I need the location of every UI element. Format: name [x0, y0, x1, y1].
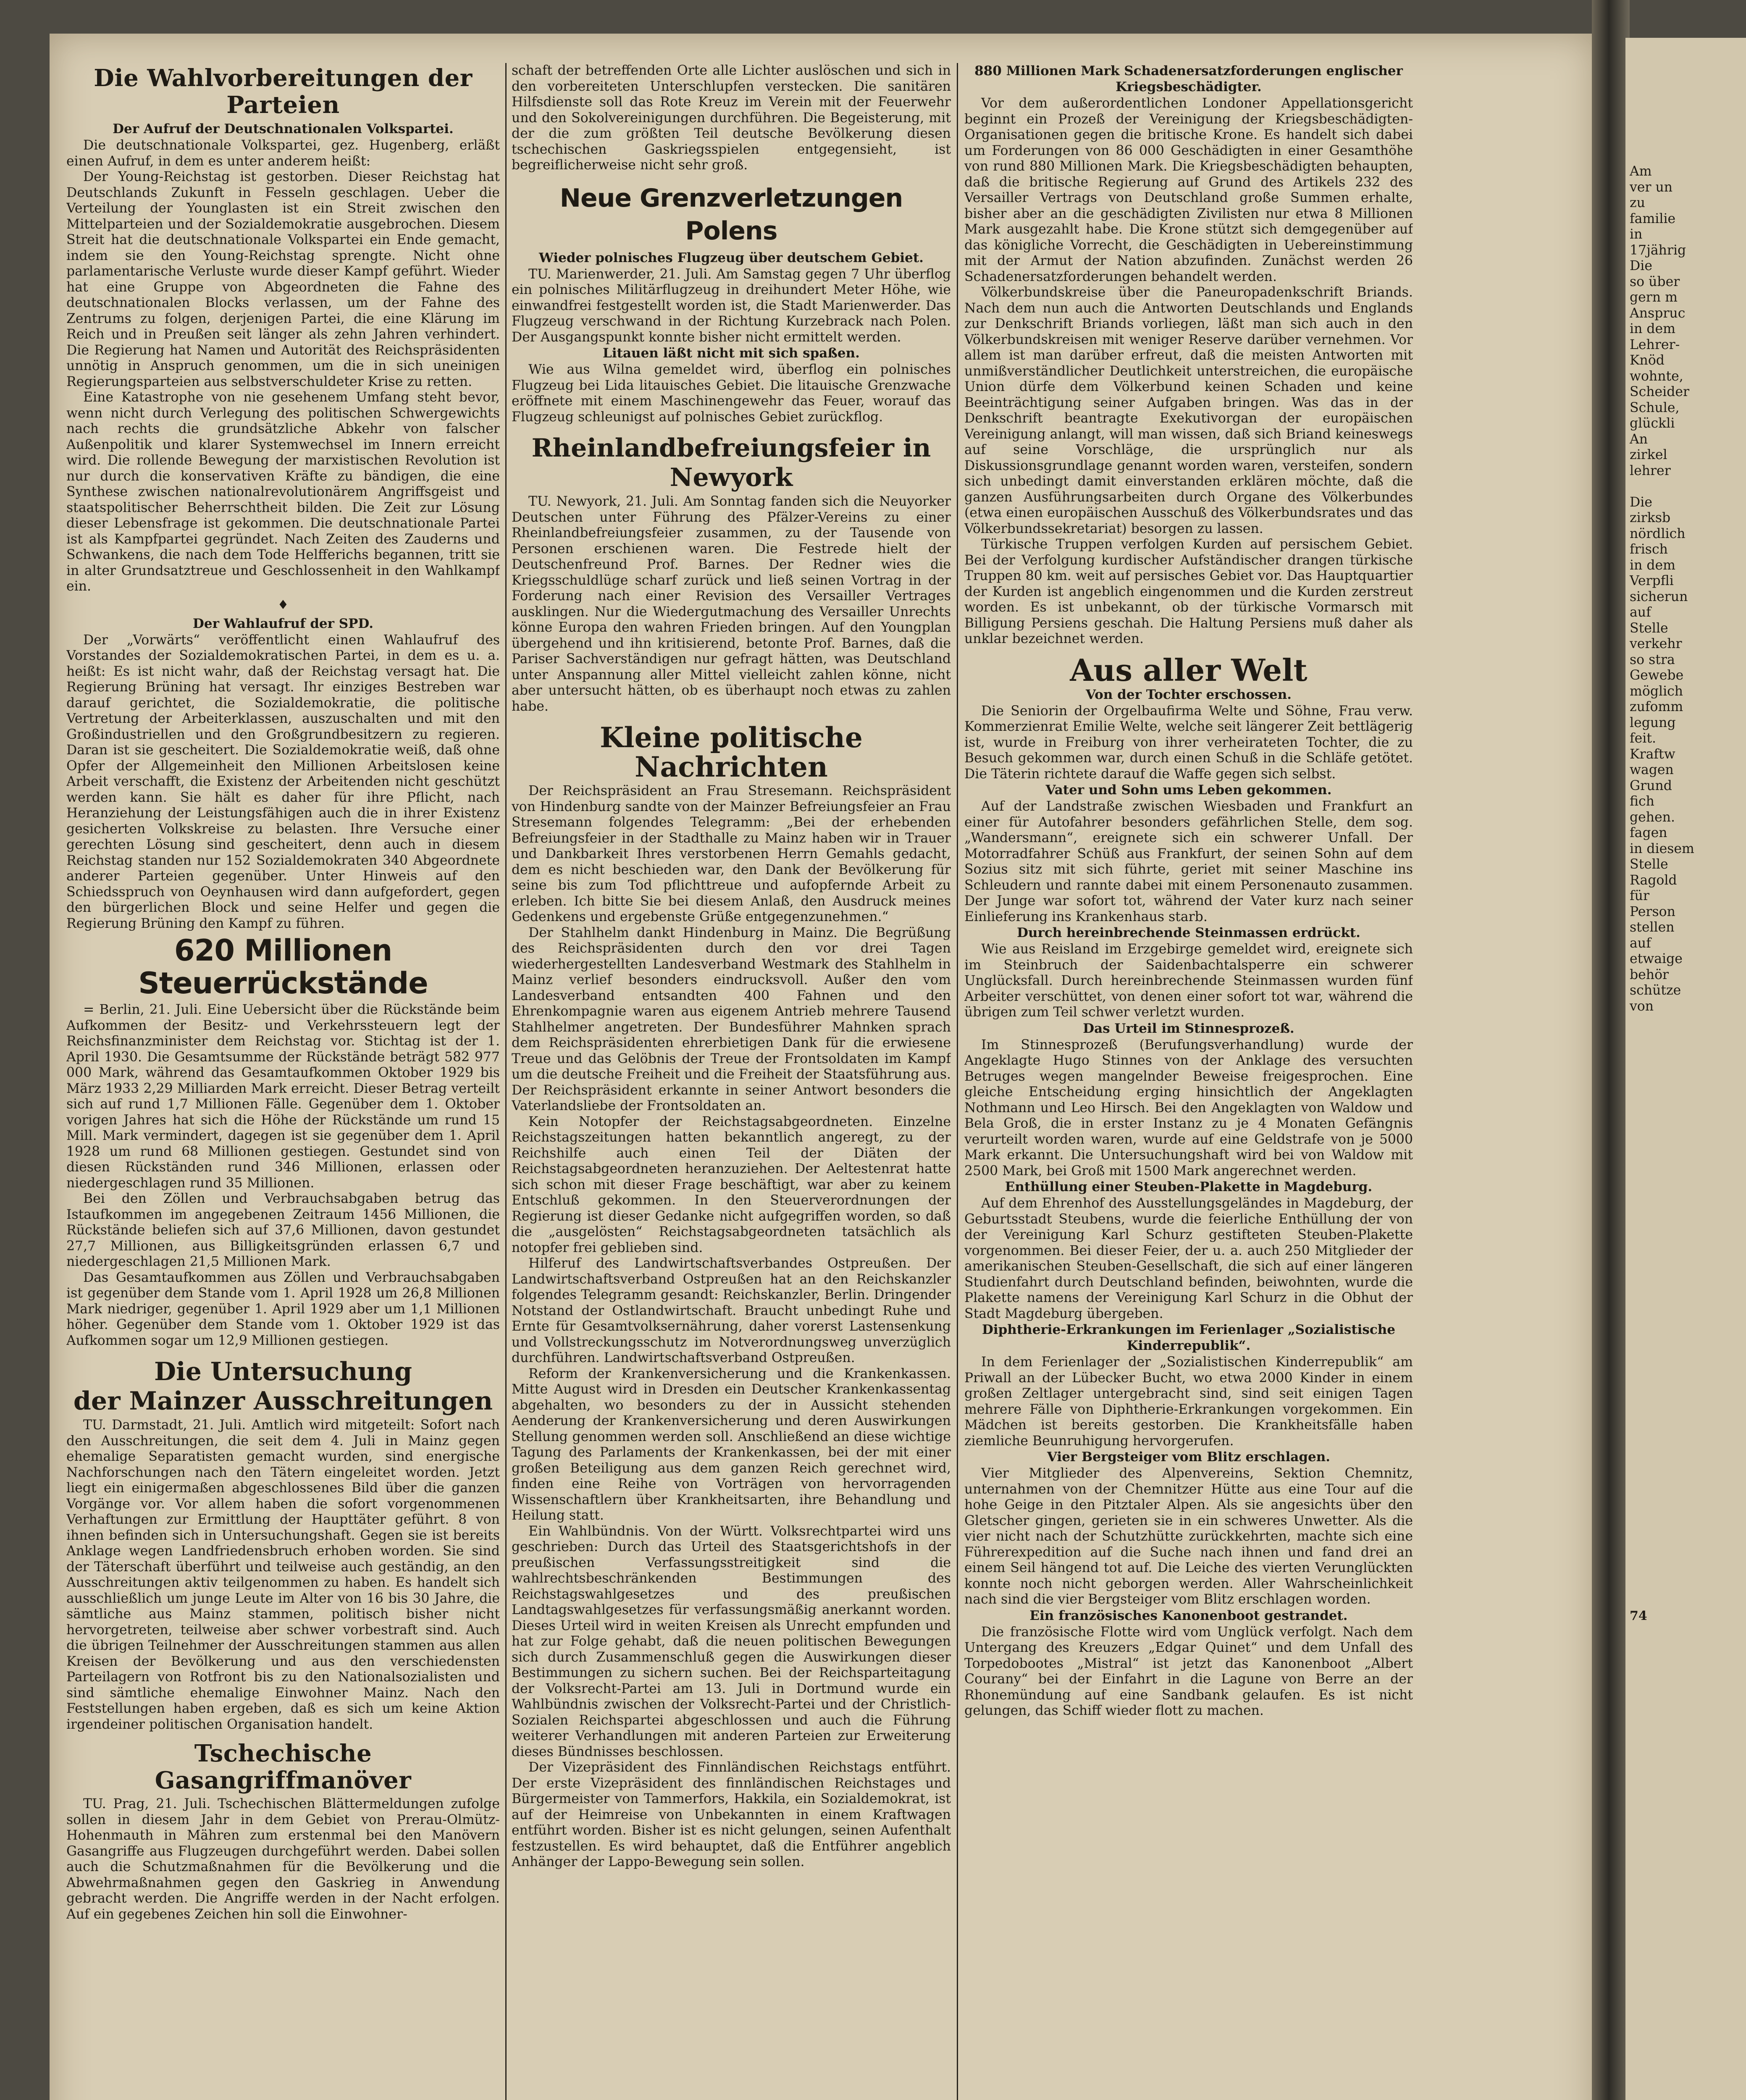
- headline-steuerrueckstaende: 620 Millionen Steuerrückstände: [138, 933, 428, 1000]
- paragraph: TU. Prag, 21. Juli. Tschechischen Blättermeldungen zufolge sollen in diesem Jahr in dem Gebiet von Prerau-Olmütz-Hohenmauth in Mähren zum erstenmal bei den Manövern Gasangriffe aus Flugzeugen durchgeführt werden. Dabei sollen auch die Schutzmaßnahmen für die Bevölkerung und die Abwehrmaßnahmen gegen den Gaskrieg in Anwendung gebracht werden. Die Angriffe werden in der Nacht erfolgen. Auf ein gegebenes Zeichen hin soll die Einwohner-: [66, 1796, 500, 1922]
- paragraph: Wie aus Wilna gemeldet wird, überflog ein polnisches Flugzeug bei Lida litauisches Gebiet. Die litauische Grenzwache eröffnete mit einem Maschinengewehr das Feuer, worauf das Flugzeug schleunigst auf polnisches Gebiet zurückflog.: [512, 362, 951, 425]
- headline-kleine-politische-nachrichten: Kleine politische Nachrichten: [600, 721, 863, 783]
- headline-rheinlandbefreiungsfeier: Rheinlandbefreiungsfeier in Newyork: [531, 433, 931, 492]
- headline-wahlvorbereitungen: Die Wahlvorbereitungen der Parteien: [94, 64, 473, 119]
- paragraph: TU. Marienwerder, 21. Juli. Am Samstag gegen 7 Uhr überflog ein polnisches Militärflugzeug in dreihundert Meter Höhe, wie einwandfrei festgestellt worden ist, die Stadt Marienwerder. Das Flugzeug verschwand in der Richtung Kurzebrack nach Polen. Der Ausgangspunkt konnte bisher nicht ermittelt werden.: [512, 266, 951, 345]
- paragraph: Vier Mitglieder des Alpenvereins, Sektion Chemnitz, unternahmen von der Chemnitzer Hütte aus eine Tour auf die hohe Geige in den Pitztaler Alpen. Als sie angesichts über den Gletscher gingen, gerieten sie in ein schweres Unwetter. Als die vier nicht nach der Schutzhütte zurückkehrten, machte sich eine Führerexpedition auf die Suche nach ihnen und fand drei an einem Seil hängend tot auf. Die Leiche des vierten Verunglückten konnte noch nicht geborgen werden. Aller Wahrscheinlichkeit nach sind die vier Bergsteiger vom Blitz erschlagen worden.: [964, 1466, 1413, 1607]
- headline-aus-aller-welt: Aus aller Welt: [1070, 652, 1308, 688]
- subhead-steuben-plakette: Enthüllung einer Steuben-Plakette in Magdeburg.: [1005, 1179, 1373, 1194]
- paragraph: Eine Katastrophe von nie gesehenem Umfang steht bevor, wenn nicht durch Verlegung des politischen Schwergewichts nach rechts die grundsätzliche Abkehr von falscher Außenpolitik und klarer Systemwechsel im Innern erreicht wird. Die rollende Bewegung der marxistischen Revolution ist nur durch die konservativen Kräfte zu bändigen, die eine Synthese zwischen nationalrevolutionärem Angriffsgeist und staatspolitischer Beherrschtheit bilden. Die Zeit zur Lösung dieser Lebensfrage ist gekommen. Die deutschnationale Partei ist als Kampfpartei gegründet. Nach Zeiten des Zauderns und Schwankens, die nach dem Tode Helfferichs begannen, tritt sie in alter Grundsatztreue und Geschlossenheit in den Wahlkampf ein.: [66, 390, 500, 594]
- subhead-steinmassen: Durch hereinbrechende Steinmassen erdrückt.: [1017, 925, 1360, 940]
- newspaper-page: [50, 34, 1595, 2100]
- paragraph: = Berlin, 21. Juli. Eine Uebersicht über die Rückstände beim Aufkommen der Besitz- und Verkehrssteuern legt der Reichsfinanzminister dem Reichstag vor. Stichtag ist der 1. April 1930. Die Gesamtsumme der Rückstände beträgt 582 977 000 Mark, während das Gesamtaufkommen Oktober 1929 bis März 1933 2,29 Milliarden Mark erreicht. Dieser Betrag verteilt sich auf rund 1,7 Millionen Fälle. Gegenüber dem 1. Oktober vorigen Jahres hat sich die Höhe der Rückstände um rund 15 Mill. Mark vermindert, dagegen ist sie gegenüber dem 1. April 1928 um rund 68 Millionen gestiegen. Gestundet sind von diesen Rückständen rund 346 Millionen, erlassen oder niedergeschlagen rund 35 Millionen.: [66, 1002, 500, 1191]
- paragraph: Der Stahlhelm dankt Hindenburg in Mainz. Die Begrüßung des Reichspräsidenten durch den vor drei Tagen wiederhergestellten Landesverband Westmark des Stahlhelm in Mainz verlief besonders eindrucksvoll. Außer den vom Landesverband entsandten 400 Fahnen und den Ehrenkompagnie waren aus eigenem Antrieb mehrere Tausend Stahlhelmer angetreten. Der Bundesführer Mahnken sprach dem Reichspräsidenten ehrerbietigen Dank für die erwiesene Treue und das Gelöbnis der Treue der Frontsoldaten im Kampf um die deutsche Freiheit und die Freiheit der Staatsführung aus. Der Reichspräsident erkannte in seiner Antwort besonders die Vaterlandsliebe der Frontsoldaten an.: [512, 925, 951, 1113]
- paragraph: Hilferuf des Landwirtschaftsverbandes Ostpreußen. Der Landwirtschaftsverband Ostpreußen hat an den Reichskanzler folgendes Telegramm gesandt: Reichskanzler, Berlin. Dringender Notstand der Ostlandwirtschaft. Braucht unbedingt Ruhe und Ernte für Gesamtvolksernährung, daher vorerst Lastensenkung und Vollstreckungsschutz im Notverordnungsweg unverzüglich durchführen. Landwirtschaftsverband Ostpreußen.: [512, 1256, 951, 1365]
- paragraph: Die deutschnationale Volkspartei, gez. Hugenberg, erläßt einen Aufruf, in dem es unter anderem heißt:: [66, 138, 500, 169]
- subhead-stinnesprozess: Das Urteil im Stinnesprozeß.: [1083, 1021, 1294, 1036]
- paragraph: Auf der Landstraße zwischen Wiesbaden und Frankfurt an einer für Autofahrer besonders gefährlichen Stelle, dem sog. „Wandersmann“, ereignete sich ein schwerer Unfall. Der Motorradfahrer Schüß aus Frankfurt, der seinen Sohn auf dem Sozius sitz mit sich führte, geriet mit seiner Maschine ins Schleudern und rannte dabei mit einem Personenauto zusammen. Der Junge war sofort tot, während der Vater kurz nach seiner Einlieferung ins Krankenhaus starb.: [964, 799, 1413, 924]
- paragraph: In dem Ferienlager der „Sozialistischen Kinderrepublik“ am Priwall an der Lübecker Bucht, wo etwa 2000 Kinder in einem großen Zeltlager untergebracht sind, sind seit einigen Tagen mehrere Fälle von Diphtherie-Erkrankungen vorgekommen. Ein Mädchen ist bereits gestorben. Die Krankheitsfälle haben ziemliche Beunruhigung hervorgerufen.: [964, 1354, 1413, 1449]
- paragraph: Der Vizepräsident des Finnländischen Reichstags entführt. Der erste Vizepräsident des finnländischen Reichstages und Bürgermeister von Tammerfors, Hakkila, ein Sozialdemokrat, ist auf der Heimreise von Unbekannten in einem Kraftwagen entführt worden. Bisher ist es nicht gelungen, seinen Aufenthalt festzustellen. Es wird behauptet, daß die Entführer angeblich Anhänger der Lappo-Bewegung sein sollen.: [512, 1760, 951, 1869]
- headline-mainzer-untersuchung-line2: der Mainzer Ausschreitungen: [73, 1386, 493, 1416]
- paragraph: Das Gesamtaufkommen aus Zöllen und Verbrauchsabgaben ist gegenüber dem Stande vom 1. April 1928 um 26,8 Millionen Mark niedriger, gegenüber 1. April 1929 aber um 1,1 Millionen höher. Gegenüber dem Stande vom 1. Oktober 1929 ist das Aufkommen sogar um 12,9 Millionen gestiegen.: [66, 1270, 500, 1348]
- paragraph: Vor dem außerordentlichen Londoner Appellationsgericht beginnt ein Prozeß der Vereinigung der Kriegsbeschädigten-Organisationen gegen die britische Krone. Es handelt sich dabei um Forderungen von 86 000 Geschädigten in einer Gesamthöhe von rund 880 Millionen Mark. Die Kriegsbeschädigten behaupten, daß die britische Regierung auf Grund des Artikels 232 des Versailler Vertrags von Deutschland große Summen erhalte, bisher aber an die geschädigten Zivilisten nur etwa 8 Millionen Mark ausgezahlt habe. Die Krone stützt sich demgegenüber auf das königliche Vorrecht, die Geschädigten in Uebereinstimmung mit der Armut der Nation abzufinden. Zunächst werden 26 Schadenersatzforderungen behandelt werden.: [964, 96, 1413, 284]
- facing-page-fragment: [1625, 38, 1746, 2100]
- paragraph: schaft der betreffenden Orte alle Lichter auslöschen und sich in den vorbereiteten Unterschlupfen verstecken. Die sanitären Hilfsdienste soll das Rote Kreuz im Verein mit der Feuerwehr und den Sokolvereinigungen durchführen. Die Begeisterung, mit der die zum größten Teil deutsche Bevölkerung diesen tschechischen Gaskriegsspielen entgegensieht, ist begreiflicherweise nicht sehr groß.: [512, 63, 951, 173]
- paragraph: Wie aus Reisland im Erzgebirge gemeldet wird, ereignete sich im Steinbruch der Saidenbachtalsperre ein schwerer Unglücksfall. Durch hereinbrechende Steinmassen wurden fünf Arbeiter verschüttet, von denen einer sofort tot war, während die übrigen zum Teil schwer verletzt wurden.: [964, 942, 1413, 1020]
- paragraph: Der Young-Reichstag ist gestorben. Dieser Reichstag hat Deutschlands Zukunft in Fesseln geschlagen. Ueber die Verteilung der Younglasten ist ein Streit zwischen den Mittelparteien und der Sozialdemokratie ausgebrochen. Diesem Streit hat die deutschnationale Volkspartei ein Ende gemacht, indem sie den Young-Reichstag sprengte. Nicht ohne parlamentarische Verluste wurde dieser Kampf geführt. Wieder hat eine Gruppe von Abgeordneten die Fahne des deutschnationalen Blocks verlassen, um der Fahne des Zentrums zu folgen, derjenigen Partei, die eine Klärung im Reich und in Preußen seit länger als zehn Jahren verhindert. Die Regierung hat Namen und Autorität des Reichspräsidenten unnötig in Anspruch genommen, um die in sich uneinigen Regierungsparteien aus selbstverschuldeter Krise zu retten.: [66, 169, 500, 389]
- subhead-diphtherie-line1: Diphtherie-Erkrankungen im Ferienlager „Sozialistische: [982, 1322, 1396, 1337]
- subhead-spd-aufruf: Der Wahlaufruf der SPD.: [192, 616, 373, 631]
- page-number: 74: [1630, 1609, 1647, 1623]
- separator-diamond: ♦: [277, 597, 289, 612]
- subhead-vater-sohn: Vater und Sohn ums Leben gekommen.: [1045, 782, 1332, 798]
- subhead-schadenersatz: 880 Millionen Mark Schadenersatzforderungen englischer Kriegsbeschädigter.: [974, 63, 1403, 94]
- column-2: [512, 63, 951, 1870]
- column-rule: [505, 63, 507, 2100]
- subhead-bergsteiger: Vier Bergsteiger vom Blitz erschlagen.: [1047, 1449, 1331, 1465]
- headline-grenzverletzungen: Neue Grenzverletzungen Polens: [559, 183, 903, 246]
- subhead-polnisches-flugzeug: Wieder polnisches Flugzeug über deutschem Gebiet.: [539, 250, 924, 265]
- subhead-kanonenboot: Ein französisches Kanonenboot gestrandet.: [1029, 1608, 1348, 1623]
- subhead-diphtherie-line2: Kinderrepublik“.: [1126, 1338, 1251, 1353]
- subhead-tochter: Von der Tochter erschossen.: [1085, 687, 1292, 702]
- paragraph: Ein Wahlbündnis. Von der Württ. Volksrechtpartei wird uns geschrieben: Durch das Urteil des Staatsgerichtshofs in der preußischen Verfassungsstreitigkeit sind die wahlrechtsbeschränkenden Bestimmungen des Reichstagswahlgesetzes und des preußischen Landtagswahlgesetzes für verfassungsmäßig anerkannt worden. Dieses Urteil wird in weiten Kreisen als Unrecht empfunden und hat zur Folge gehabt, daß die neuen politischen Bewegungen sich durch Zusammenschluß gegen die Auswirkungen dieser Bestimmungen zu sichern suchen. Bei der Reichsparteitagung der Volksrecht-Partei am 13. Juli in Dortmund wurde ein Wahlbündnis zwischen der Volksrecht-Partei und der Christlich-Sozialen Reichspartei abgeschlossen und auch die Führung weiterer Verhandlungen mit anderen Parteien zur Erweiterung dieses Bündnisses beschlossen.: [512, 1523, 951, 1759]
- paragraph: Auf dem Ehrenhof des Ausstellungsgeländes in Magdeburg, der Geburtsstadt Steubens, wurde die feierliche Enthüllung der von der Vereinigung Karl Schurz gestifteten Steuben-Plakette vorgenommen. Bei dieser Feier, der u. a. auch 250 Mitglieder der amerikanischen Steuben-Gesellschaft, die sich auf einer längeren Studienfahrt durch Deutschland befinden, beiwohnten, wurde die Plakette namens der Vereinigung Karl Schurz in die Obhut der Stadt Magdeburg übergeben.: [964, 1196, 1413, 1321]
- facing-page-text: Am ver un zu familie in 17jährig Die so über gern m Anspruc in dem Lehrer- Knöd wohnte, Scheider Schule, glückli An zirkel lehrer Die zirksb nördlich frisch in dem Verpfli sicherun auf Stelle verkehr so stra Gewebe möglich zufomm legung feit. Kraftw wagen Grund fich gehen. fagen in diesem Stelle Ragold für Person stellen auf etwaige behör schütze von: [1630, 164, 1694, 1014]
- book-spine: [1592, 0, 1630, 2100]
- headline-gasangriffmanoever: Tschechische Gasangriffmanöver: [155, 1740, 412, 1794]
- paragraph: Der „Vorwärts“ veröffentlicht einen Wahlaufruf des Vorstandes der Sozialdemokratischen Partei, in dem es u. a. heißt: Es ist nicht wahr, daß der Reichstag versagt hat. Die Regierung Brüning hat versagt. Ihr einziges Bestreben war darauf gerichtet, die Sozialdemokratie, die politische Vertretung der Arbeiterklassen, auszuschalten und mit den Großindustriellen und den Großgrundbesitzern zu regieren. Daran ist sie gescheitert. Die Sozialdemokratie weiß, daß ohne Opfer der Allgemeinheit den Millionen Arbeitslosen keine Arbeit verschafft, die Existenz der Arbeitenden nicht geschützt werden kann. Sie hält es daher für ihre Pflicht, nach Heranziehung der Leistungsfähigen auch die in ihrer Existenz gesicherten Volkskreise zu belasten. Ihre Versuche einer gerechten Lösung sind gescheitert, denn auch in diesem Reichstag standen nur 152 Sozialdemokraten 340 Abgeordnete anderer Parteien gegenüber. Unter Hinweis auf den Schiedsspruch von Oeynhausen wird dann aufgefordert, gegen den bürgerlichen Block und seine Helfer und gegen die Regierung Brüning den Kampf zu führen.: [66, 632, 500, 931]
- paragraph: TU. Darmstadt, 21. Juli. Amtlich wird mitgeteilt: Sofort nach den Ausschreitungen, die seit dem 4. Juli in Mainz gegen ehemalige Separatisten gemacht wurden, sind energische Nachforschungen nach den Tätern eingeleitet worden. Jetzt liegt ein einigermaßen abgeschlossenes Bild über die ganzen Vorgänge vor. Vor allem haben die sofort vorgenommenen Verhaftungen zur Ermittlung der Haupttäter geführt. 8 von ihnen befinden sich in Untersuchungshaft. Gegen sie ist bereits Anklage wegen Landfriedensbruch erhoben worden. Sie sind der Täterschaft überführt und teilweise auch geständig, an den Ausschreitungen aktiv teilgenommen zu haben. Es handelt sich ausschließlich um junge Leute im Alter von 16 bis 30 Jahre, die sämtliche aus Mainz stammen, politisch bisher nicht hervorgetreten, teilweise aber schwer vorbestraft sind. Auch die übrigen Teilnehmer der Ausschreitungen stammen aus allen Kreisen der Bevölkerung und aus den verschiedensten Parteilagern von Rotfront bis zu den Nationalsozialisten und sind sämtliche ehemalige Einwohner Mainz. Nach den Feststellungen haben ergeben, daß es sich um keine Aktion irgendeiner politischen Organisation handelt.: [66, 1418, 500, 1732]
- column-rule: [957, 63, 958, 2100]
- paragraph: Die französische Flotte wird vom Unglück verfolgt. Nach dem Untergang des Kreuzers „Edgar Quinet“ und dem Unfall des Torpedobootes „Mistral“ ist jetzt das Kanonenboot „Albert Courany“ bei der Einfahrt in die Lagune von Berre an der Rhonemündung auf eine Sandbank gelaufen. Es ist nicht gelungen, das Schiff wieder flott zu machen.: [964, 1624, 1413, 1718]
- paragraph: Der Reichspräsident an Frau Stresemann. Reichspräsident von Hindenburg sandte von der Mainzer Befreiungsfeier an Frau Stresemann folgendes Telegramm: „Bei der erhebenden Befreiungsfeier in der Stadthalle zu Mainz haben wir in Trauer und Dankbarkeit Ihres verstorbenen Herrn Gemahls gedacht, dem es nicht beschieden war, den Dank der Bevölkerung für seine bis zum Tod pflichttreue und aufopfernde Arbeit zu erleben. Ich bitte Sie bei diesem Anlaß, den Ausdruck meines Gedenkens und ergebenste Grüße entgegenzunehmen.“: [512, 783, 951, 924]
- subhead-dnvp-aufruf: Der Aufruf der Deutschnationalen Volkspartei.: [113, 121, 454, 136]
- subhead-litauen: Litauen läßt nicht mit sich spaßen.: [603, 346, 860, 361]
- paragraph: Türkische Truppen verfolgen Kurden auf persischem Gebiet. Bei der Verfolgung kurdischer Aufständischer drangen türkische Truppen 80 km. weit auf persisches Gebiet vor. Das Hauptquartier der Kurden ist angeblich eingenommen und die Kurden zerstreut worden. Es ist unbekannt, ob der türkische Vormarsch mit Billigung Persiens geschah. Die Haltung Persiens muß daher als unklar bezeichnet werden.: [964, 537, 1413, 646]
- column-1: [66, 63, 500, 1922]
- paragraph: Reform der Krankenversicherung und die Krankenkassen. Mitte August wird in Dresden ein Deutscher Krankenkassentag abgehalten, wo besonders zu der in Aussicht stehenden Aenderung der Krankenversicherung und deren Auswirkungen Stellung genommen werden soll. Anschließend an diese wichtige Tagung des Parlaments der Krankenkassen, bei der mit einer großen Beteiligung aus dem ganzen Reich gerechnet wird, finden eine Reihe von Vorträgen von hervorragenden Wissenschaftlern über Krankheitsarten, ihre Behandlung und Heilung statt.: [512, 1366, 951, 1523]
- paragraph: Im Stinnesprozeß (Berufungsverhandlung) wurde der Angeklagte Hugo Stinnes von der Anklage des versuchten Betruges wegen mangelnder Beweise freigesprochen. Eine gleiche Entscheidung erging hinsichtlich der Angeklagten Nothmann und Leo Hirsch. Bei den Angeklagten von Waldow und Bela Groß, die in erster Instanz zu je 4 Monaten Gefängnis verurteilt worden waren, wurde auf eine Geldstrafe von je 5000 Mark erkannt. Die Untersuchungshaft wird bei von Waldow mit 2500 Mark, bei Groß mit 1500 Mark angerechnet werden.: [964, 1037, 1413, 1179]
- paragraph: Kein Notopfer der Reichstagsabgeordneten. Einzelne Reichstagszeitungen hatten bekanntlich angeregt, zu der Reichshilfe auch einen Teil der Diäten der Reichstagsabgeordneten heranzuziehen. Der Aeltestenrat hatte sich schon mit dieser Frage beschäftigt, war aber zu keinem Entschluß gekommen. In den Steuerverordnungen der Regierung ist dieser Gedanke nicht aufgegriffen worden, so daß die „ausgelösten“ Reichstagsabgeordneten tatsächlich als notopfer frei geblieben sind.: [512, 1114, 951, 1255]
- headline-mainzer-untersuchung-line1: Die Untersuchung: [154, 1357, 412, 1386]
- paragraph: TU. Newyork, 21. Juli. Am Sonntag fanden sich die Neuyorker Deutschen unter Führung des Pfälzer-Vereins zu einer Rheinlandbefreiungsfeier zusammen, zu der Tausende von Personen erschienen waren. Die Festrede hielt der Deutschenfreund Prof. Barnes. Der Redner wies die Kriegsschuldlüge scharf zurück und ließ seinen Vortrag in der Forderung nach einer Revision des Versailler Vertrages ausklingen. Nur die Wiedergutmachung des Versailler Unrechts könne Europa den wahren Frieden bringen. Auf den Youngplan übergehend und ihn kritisierend, betonte Prof. Barnes, daß die Pariser Sachverständigen nur gefragt hätten, was Deutschland unter Anspannung aller Mittel vielleicht zahlen könne, nicht aber untersucht hätten, ob es überhaupt noch etwas zu zahlen habe.: [512, 494, 951, 714]
- paragraph: Bei den Zöllen und Verbrauchsabgaben betrug das Istaufkommen im angegebenen Zeitraum 1456 Millionen, die Rückstände beliefen sich auf 37,6 Millionen, davon gestundet 27,7 Millionen, aus Billigkeitsgründen erlassen 6,7 und niedergeschlagen 21,5 Millionen Mark.: [66, 1191, 500, 1269]
- paragraph: Völkerbundskreise über die Paneuropadenkschrift Briands. Nach dem nun auch die Antworten Deutschlands und Englands zur Denkschrift Briands vorliegen, läßt man sich auch in den Völkerbundskreisen mit weniger Reserve darüber vernehmen. Vor allem ist man darüber erfreut, daß die meisten Antworten mit unmißverständlicher Deutlichkeit unterstreichen, die europäische Union dürfe dem Völkerbund keinen Schaden und keine Beeinträchtigung seiner Aufgaben bringen. Was das in der Denkschrift beantragte Exekutivorgan der europäischen Vereinigung anlangt, will man wissen, daß sich Briand keineswegs auf seine Vorschläge, die ursprünglich nur als Diskussionsgrundlage genannt worden waren, versteifen, sondern sich unbedingt damit einverstanden erklären möchte, daß die ganzen Ausführungsarbeiten durch Organe des Völkerbundes (etwa einen europäischen Ausschuß des Völkerbundsrates und das Völkerbundssekretariat) besorgen zu lassen.: [964, 285, 1413, 536]
- paragraph: Die Seniorin der Orgelbaufirma Welte und Söhne, Frau verw. Kommerzienrat Emilie Welte, welche seit längerer Zeit bettlägerig ist, wurde in Freiburg von ihrer verheirateten Tochter, die zu Besuch gekommen war, durch einen Schuß in die Schläfe getötet. Die Täterin richtete darauf die Waffe gegen sich selbst.: [964, 703, 1413, 782]
- column-3: [964, 63, 1413, 1719]
